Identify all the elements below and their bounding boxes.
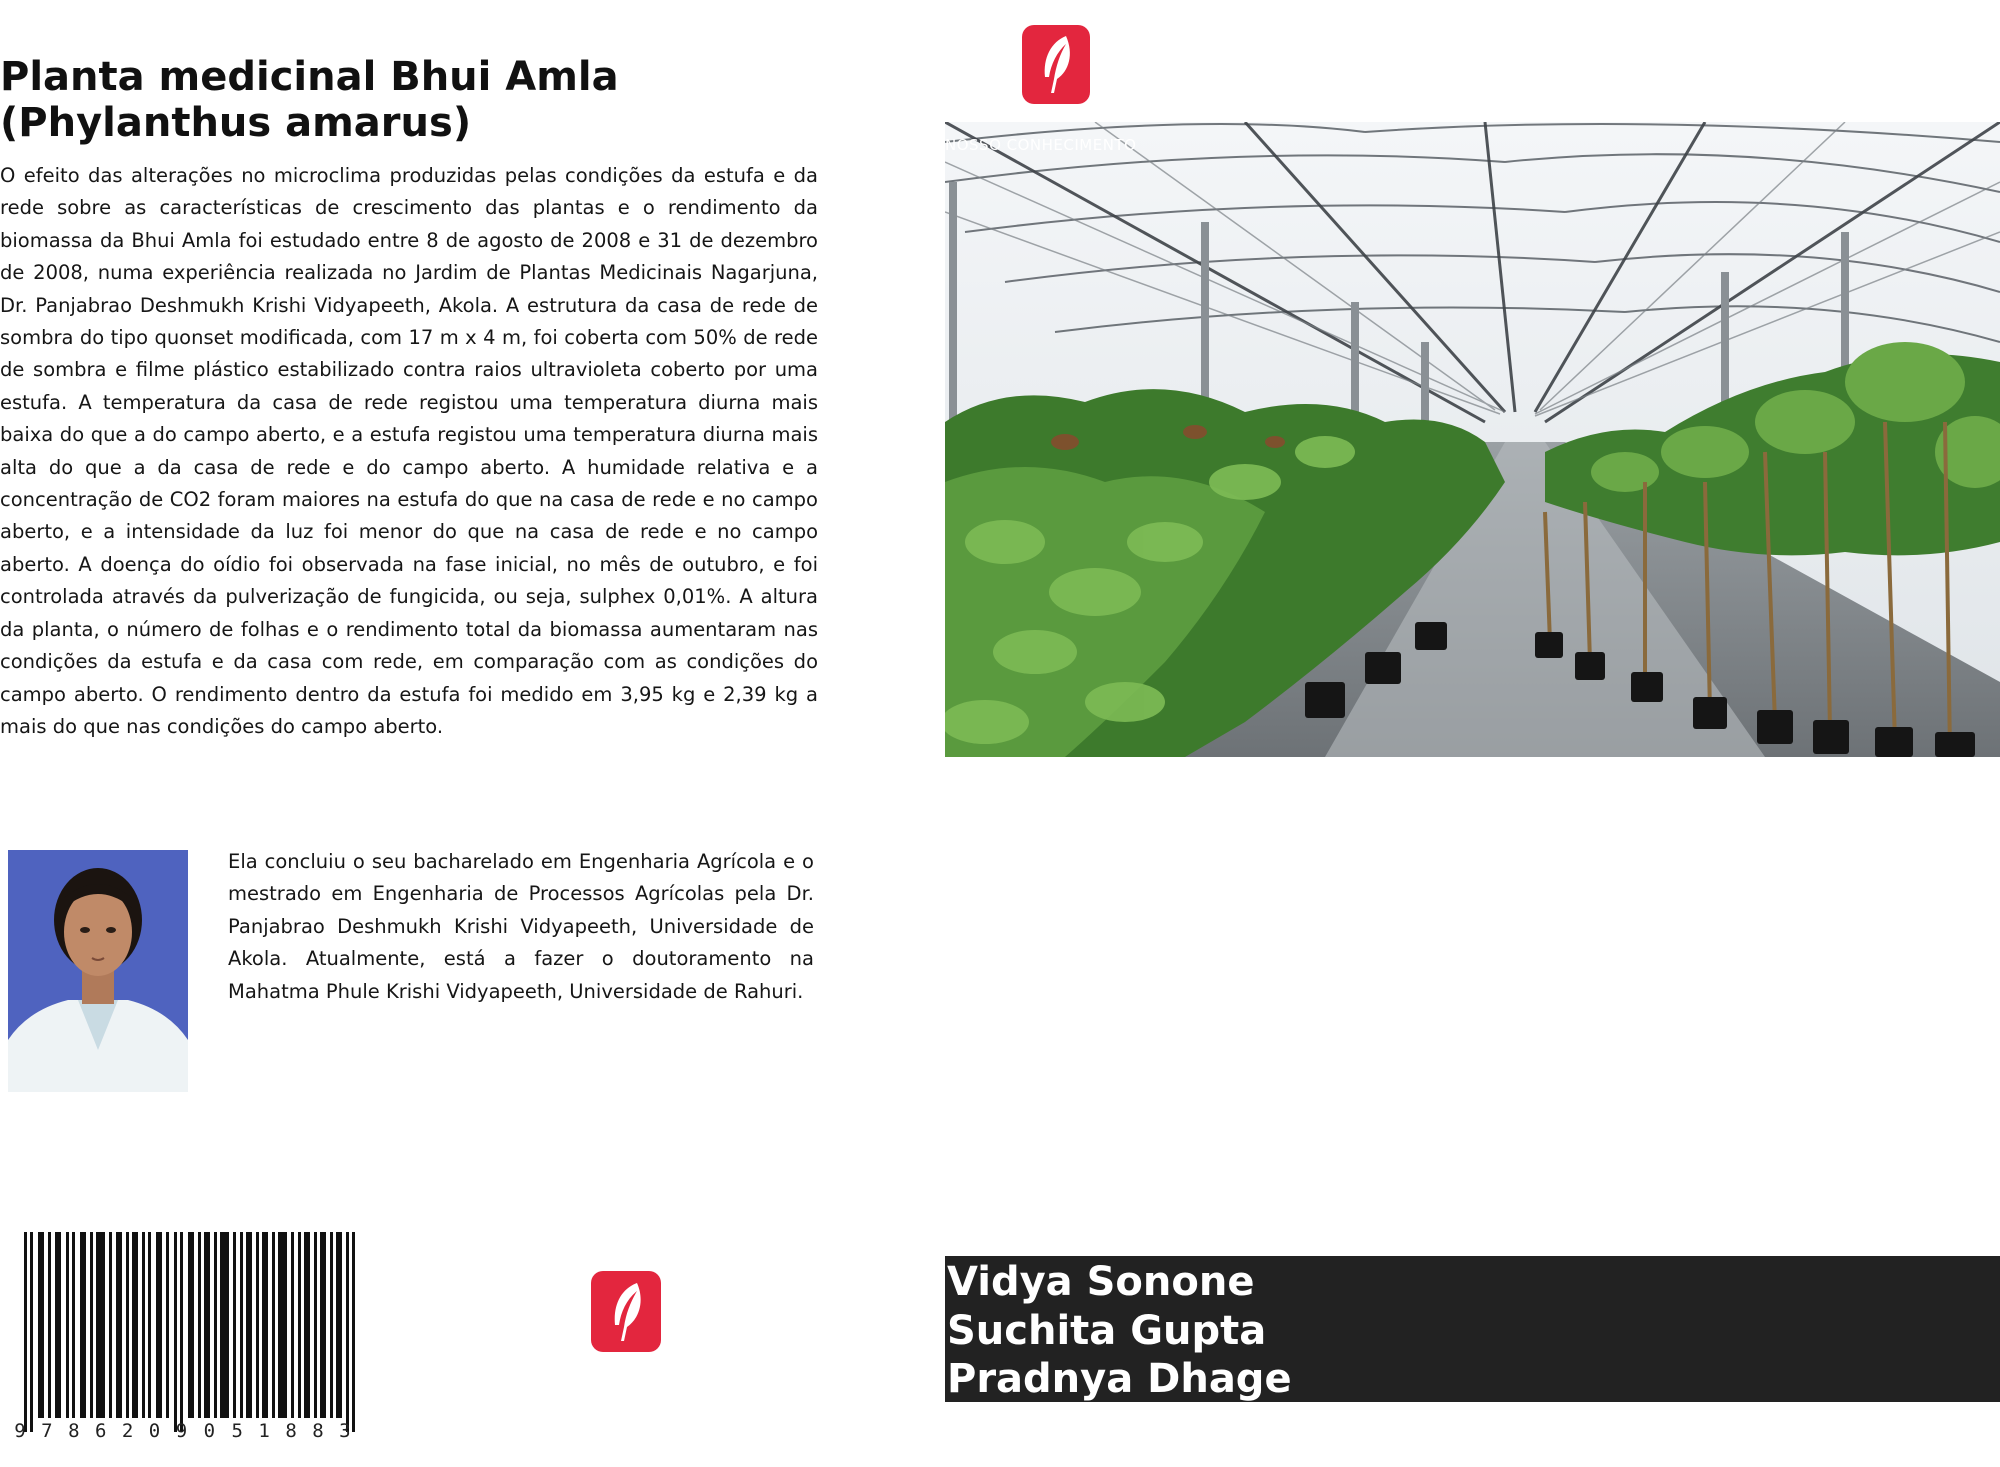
isbn-digit: 7	[41, 1420, 53, 1442]
synopsis-text: O efeito das alterações no microclima produzidas pelas condições da estufa e da rede sobre as características de crescimento das plantas e o rendimento da biomassa da Bhui Amla foi estudado entre 8 de agosto de 2008 e 31 de dezembro de 2008, numa experiência realizada no Jardim de Plantas Medicinais Nagarjuna, Dr. Panjabrao Deshmukh Krishi Vidyapeeth, Akola. A estrutura da casa de rede de sombra do tipo quonset modificada, com 17 m x 4 m, foi coberta com 50% de rede de sombra e filme plástico estabilizado contra raios ultravioleta coberto por uma estufa. A temperatura da casa de rede registou uma temperatura diurna mais baixa do que a do campo aberto, e a estufa registou uma temperatura diurna mais alta do que a da casa de rede e do campo aberto. A humidade relativa e a concentração de CO2 foram maiores na estufa do que na casa de rede e no campo aberto, e a intensidade da luz foi menor do que na casa de rede e no campo aberto. A doença do oídio foi observada na fase inicial, no mês de outubro, e foi controlada através da pulverização de fungicida, ou seja, sulphex 0,01%. A altura da planta, o número de folhas e o rendimento total da biomassa aumentaram nas condições da estufa e da casa com rede, em comparação com as condições do campo aberto. O rendimento dentro da estufa foi medido em 3,95 kg e 2,39 kg a mais do que nas condições do campo aberto.	[0, 164, 818, 738]
greenhouse-photo	[945, 122, 2000, 757]
author-name: Suchita Gupta	[947, 1307, 1267, 1354]
isbn-digit: 3	[339, 1420, 351, 1442]
author-name: Pradnya Dhage	[947, 1356, 1292, 1402]
isbn-digit: 9	[14, 1420, 26, 1442]
isbn-digit: 5	[231, 1420, 243, 1442]
author-name: Vidya Sonone	[947, 1259, 1255, 1305]
isbn-digit: 0	[203, 1420, 216, 1442]
author-bio-text: Ela concluiu o seu bacharelado em Engenharia Agrícola e o mestrado em Engenharia de Processos Agrícolas pela Dr. Panjabrao Deshmukh Krishi Vidyapeeth, Universidade de Akola. Atualmente, está a fazer o doutoramento na Mahatma Phule Krishi Vidyapeeth, Universidade de Rahuri.	[228, 850, 814, 1003]
book-title	[0, 54, 820, 146]
isbn-digit: 0	[148, 1420, 161, 1442]
authors-band	[945, 1256, 2000, 1402]
isbn-digit: 9	[175, 1420, 188, 1442]
isbn-barcode	[14, 1232, 374, 1444]
book-title-line-1: Planta medicinal Bhui Amla	[0, 54, 619, 100]
book-title-line-2: (Phylanthus amarus)	[0, 100, 472, 146]
quill-feather-icon	[591, 1271, 661, 1352]
isbn-digit: 2	[121, 1420, 134, 1442]
isbn-number	[10, 1420, 355, 1442]
isbn-digit: 8	[68, 1420, 80, 1442]
author-photo	[8, 850, 188, 1092]
quill-feather-icon	[1022, 25, 1090, 104]
isbn-digit: 6	[94, 1420, 107, 1442]
isbn-digit: 1	[258, 1420, 270, 1442]
isbn-digit: 8	[312, 1420, 324, 1442]
isbn-digit: 8	[285, 1420, 297, 1442]
publisher-tagline: NOSSO CONHECIMENTO	[945, 136, 1137, 154]
